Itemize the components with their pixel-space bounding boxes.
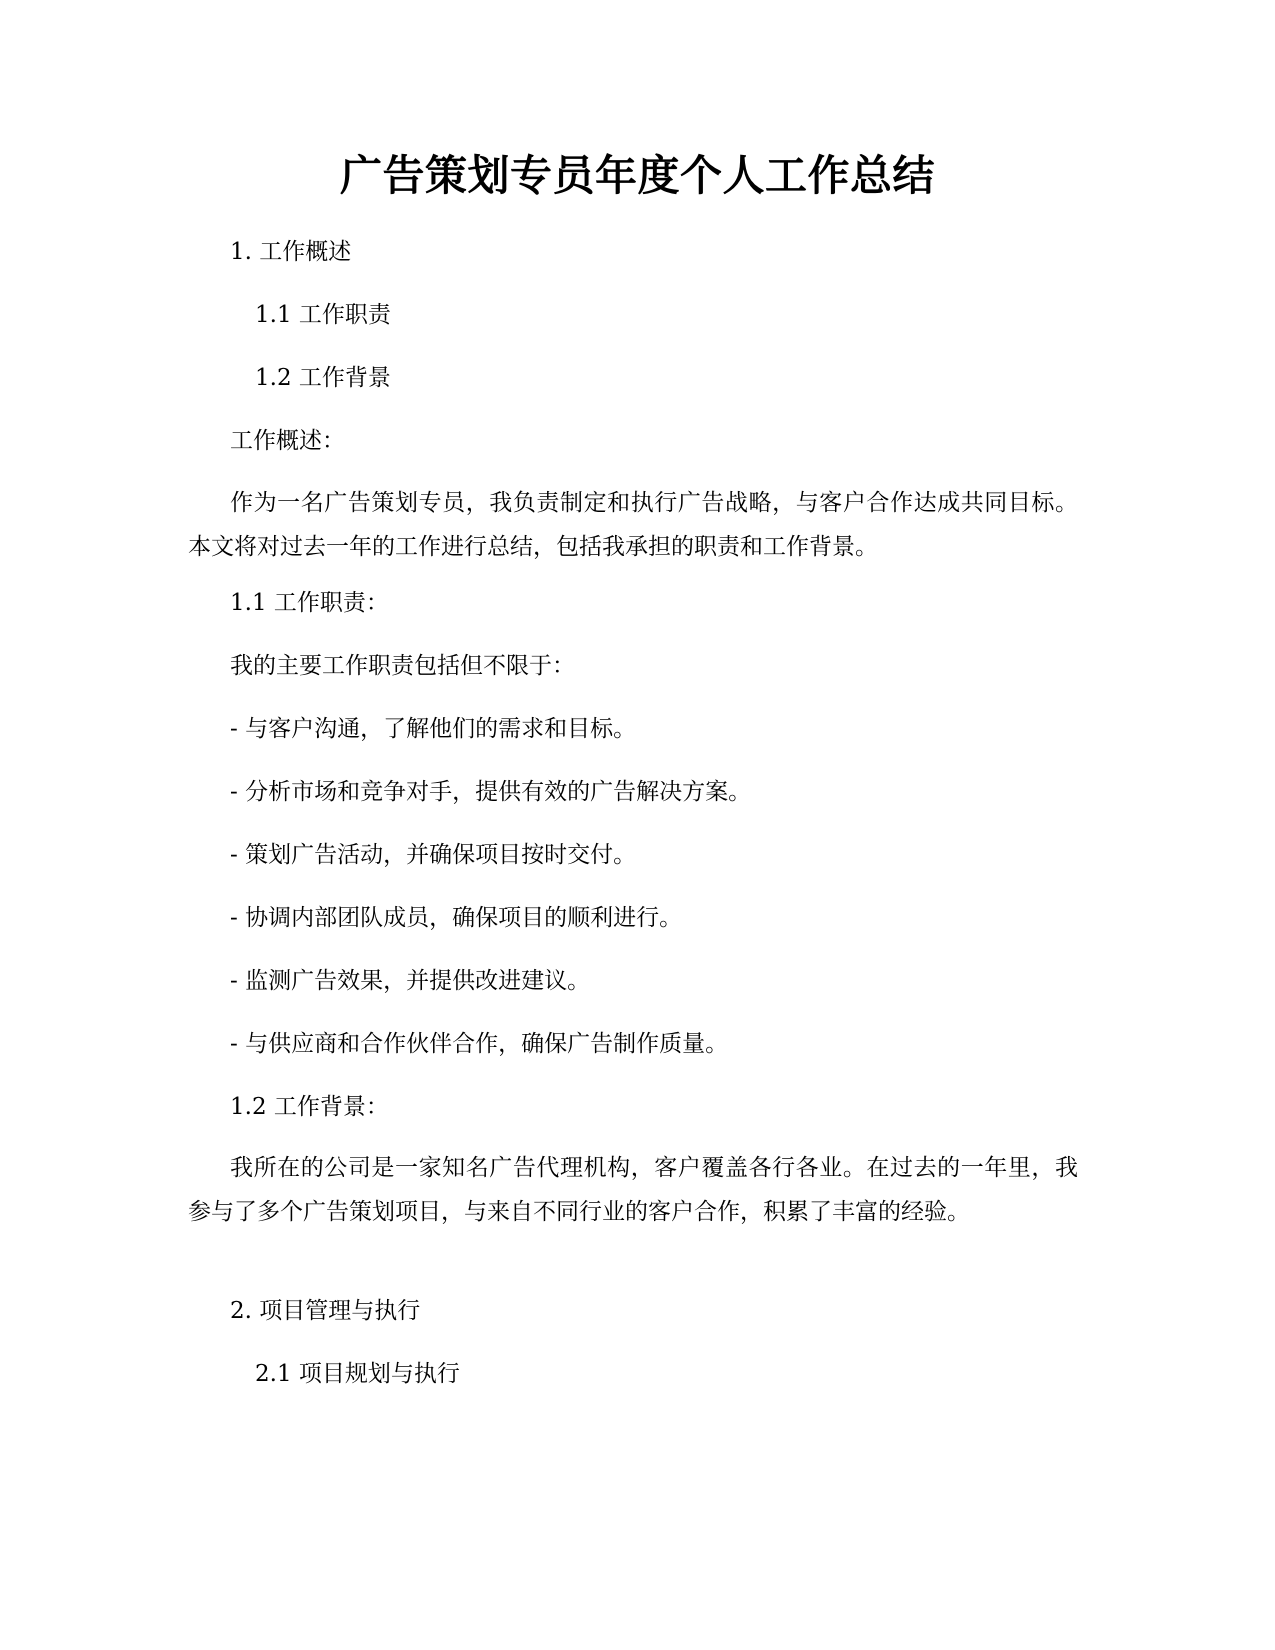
background-heading: 1.2 工作背景： [230, 1094, 389, 1120]
section-2-heading: 2. 项目管理与执行 [230, 1298, 421, 1324]
toc-section-1-2: 1.2 工作背景 [255, 365, 391, 391]
document-title: 广告策划专员年度个人工作总结 [339, 151, 935, 200]
duty-item: - 与客户沟通，了解他们的需求和目标。 [230, 716, 637, 742]
duty-item: - 策划广告活动，并确保项目按时交付。 [230, 842, 637, 868]
duties-intro: 我的主要工作职责包括但不限于： [230, 653, 575, 679]
background-paragraph: 我所在的公司是一家知名广告代理机构，客户覆盖各行各业。在过去的一年里，我参与了多个广告策划项目，与来自不同行业的客户合作，积累了丰富的经验。 [188, 1155, 1078, 1225]
overview-heading: 工作概述： [230, 428, 345, 454]
duty-item: - 监测广告效果，并提供改进建议。 [230, 968, 591, 994]
toc-section-1: 1. 工作概述 [230, 239, 352, 265]
duty-item: - 与供应商和合作伙伴合作，确保广告制作质量。 [230, 1031, 729, 1057]
section-2-1-heading: 2.1 项目规划与执行 [255, 1361, 460, 1387]
duty-item: - 协调内部团队成员，确保项目的顺利进行。 [230, 905, 683, 931]
overview-paragraph: 作为一名广告策划专员，我负责制定和执行广告战略，与客户合作达成共同目标。本文将对过去一年的工作进行总结，包括我承担的职责和工作背景。 [188, 490, 1078, 560]
duties-heading: 1.1 工作职责： [230, 590, 389, 616]
toc-section-1-1: 1.1 工作职责 [255, 302, 391, 328]
duty-item: - 分析市场和竞争对手，提供有效的广告解决方案。 [230, 779, 752, 805]
